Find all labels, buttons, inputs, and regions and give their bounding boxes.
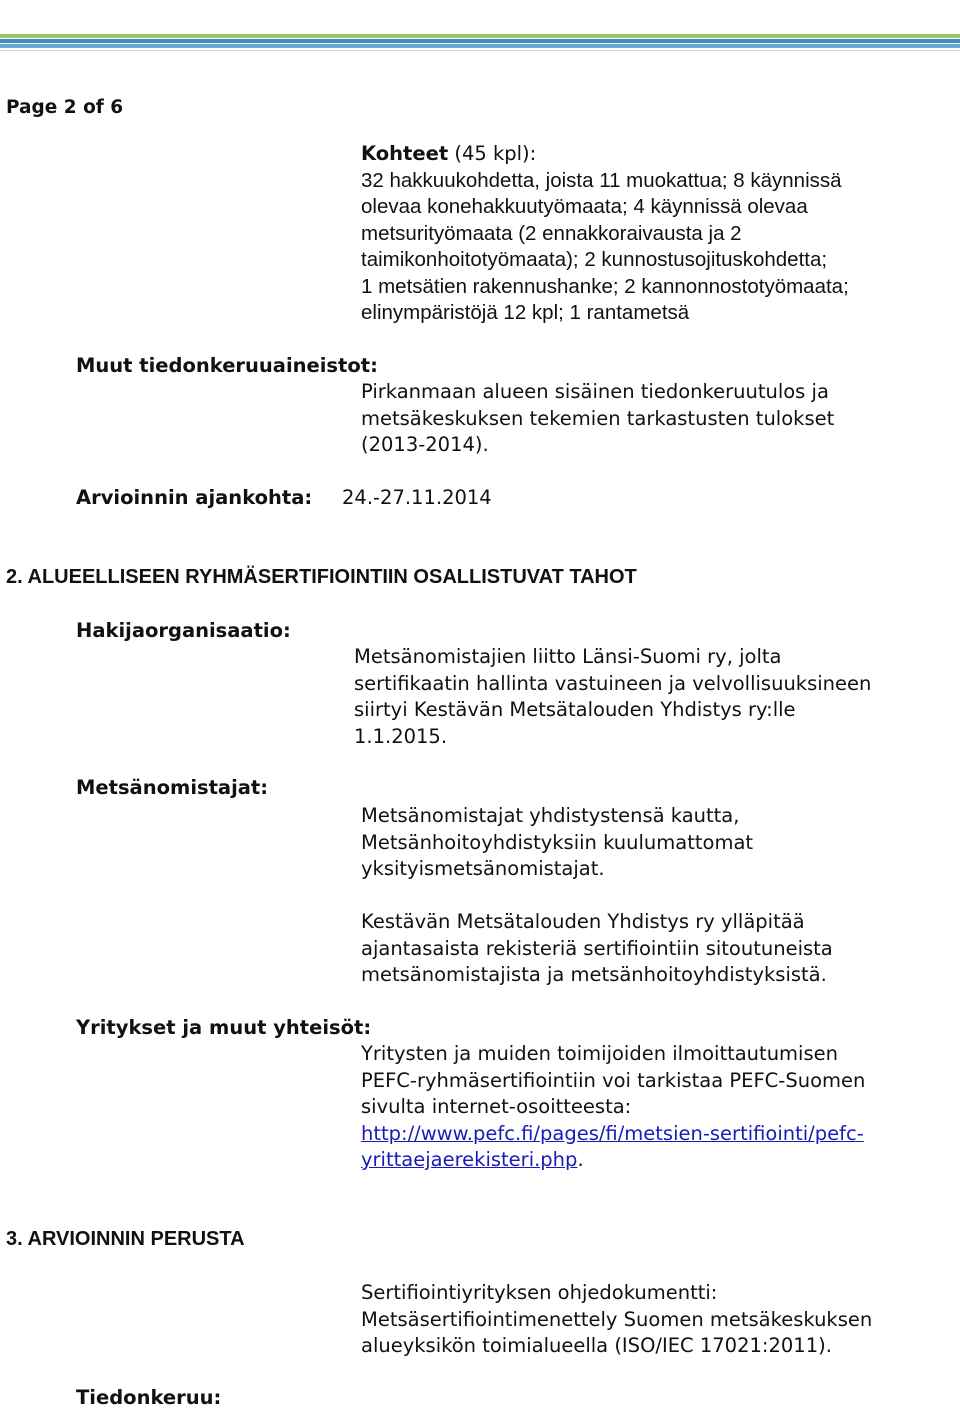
hakija-line: 1.1.2015. [354,724,448,748]
yritykset-line: sivulta internet-osoitteesta: [361,1095,632,1118]
tiedonkeruu-label: Tiedonkeruu: [76,1386,222,1409]
kohteet-line: elinympäristöjä 12 kpl; 1 rantametsä [361,301,690,324]
metsanomistajat-para-2 [361,909,833,989]
light-blue-stripe [0,44,960,48]
yritykset-label: Yritykset ja muut yhteisöt: [76,1016,372,1039]
arvioinnin-perusta-block [361,1280,872,1360]
hakija-line: sertifikaatin hallinta vastuineen ja velvollisuuksineen [354,671,872,695]
perusta-line: Metsäsertifiointimenettely Suomen metsäkeskuksen [361,1307,873,1331]
arvioinnin-value: 24.-27.11.2014 [342,486,492,509]
hakija-line: siirtyi Kestävän Metsätalouden Yhdistys ry:lle [354,698,796,721]
kohteet-line: olevaa konehakkuutyömaata; 4 käynnissä olevaa [361,195,808,218]
kohteet-line: taimikonhoitotyömaata); 2 kunnostusojituskohdetta; [361,248,828,271]
kohteet-count: (45 kpl): [448,142,537,165]
section-3-heading: 3. ARVIOINNIN PERUSTA [6,1228,245,1250]
kohteet-line: 1 metsätien rakennushanke; 2 kannonnostotyömaata; [361,274,849,298]
yritykset-block [361,1041,865,1174]
metsanomistajat-label: Metsänomistajat: [76,776,269,799]
metsanomistajat-line: metsänomistajista ja metsänhoitoyhdistyksistä. [361,963,827,986]
arvioinnin-label: Arvioinnin ajankohta: [76,486,313,509]
kohteet-line: metsurityömaata (2 ennakkoraivausta ja 2 [361,221,742,245]
metsanomistajat-line: Metsänomistajat yhdistystensä kautta, [361,804,740,827]
yritykset-line: Yritysten ja muiden toimijoiden ilmoittautumisen [361,1042,838,1065]
kohteet-label: Kohteet [361,142,449,165]
muut-block [361,379,834,459]
muut-line: Pirkanmaan alueen sisäinen tiedonkeruutulos ja [361,380,829,403]
kohteet-block [361,141,849,327]
yritykset-line: PEFC-ryhmäsertifiointiin voi tarkistaa PEFC-Suomen [361,1068,866,1092]
green-stripe [0,34,960,38]
kohteet-line: 32 hakkuukohdetta, joista 11 muokattua; 8 käynnissä [361,168,842,192]
page-label: Page 2 of 6 [6,97,124,118]
link-period: . [577,1148,584,1171]
perusta-line: alueyksikön toimialueella (ISO/IEC 17021:2011). [361,1334,832,1357]
metsanomistajat-para-1 [361,803,753,883]
pefc-register-link-cont[interactable]: yrittaejaerekisteri.php [361,1148,578,1171]
pefc-register-link[interactable]: http://www.pefc.fi/pages/fi/metsien-sertifiointi/pefc- [361,1121,864,1145]
perusta-line: Sertifiointiyrityksen ohjedokumentti: [361,1281,718,1304]
blue-stripe [0,39,960,43]
hakijaorganisaatio-block [354,644,871,750]
hakijaorganisaatio-label: Hakijaorganisaatio: [76,619,291,642]
section-2-heading: 2. ALUEELLISEEN RYHMÄSERTIFIOINTIIN OSALLISTUVAT TAHOT [6,566,637,588]
metsanomistajat-line: Metsänhoitoyhdistyksiin kuulumattomat [361,830,754,854]
muut-line: metsäkeskuksen tekemien tarkastusten tulokset [361,406,835,430]
pale-stripe [0,50,960,51]
hakija-line: Metsänomistajien liitto Länsi-Suomi ry, jolta [354,645,782,668]
metsanomistajat-line: Kestävän Metsätalouden Yhdistys ry ylläpitää [361,910,805,933]
muut-line: (2013-2014). [361,433,489,456]
metsanomistajat-line: yksityismetsänomistajat. [361,857,605,880]
metsanomistajat-line: ajantasaista rekisteriä sertifiointiin sitoutuneista [361,936,833,960]
muut-label: Muut tiedonkeruuaineistot: [76,354,378,377]
